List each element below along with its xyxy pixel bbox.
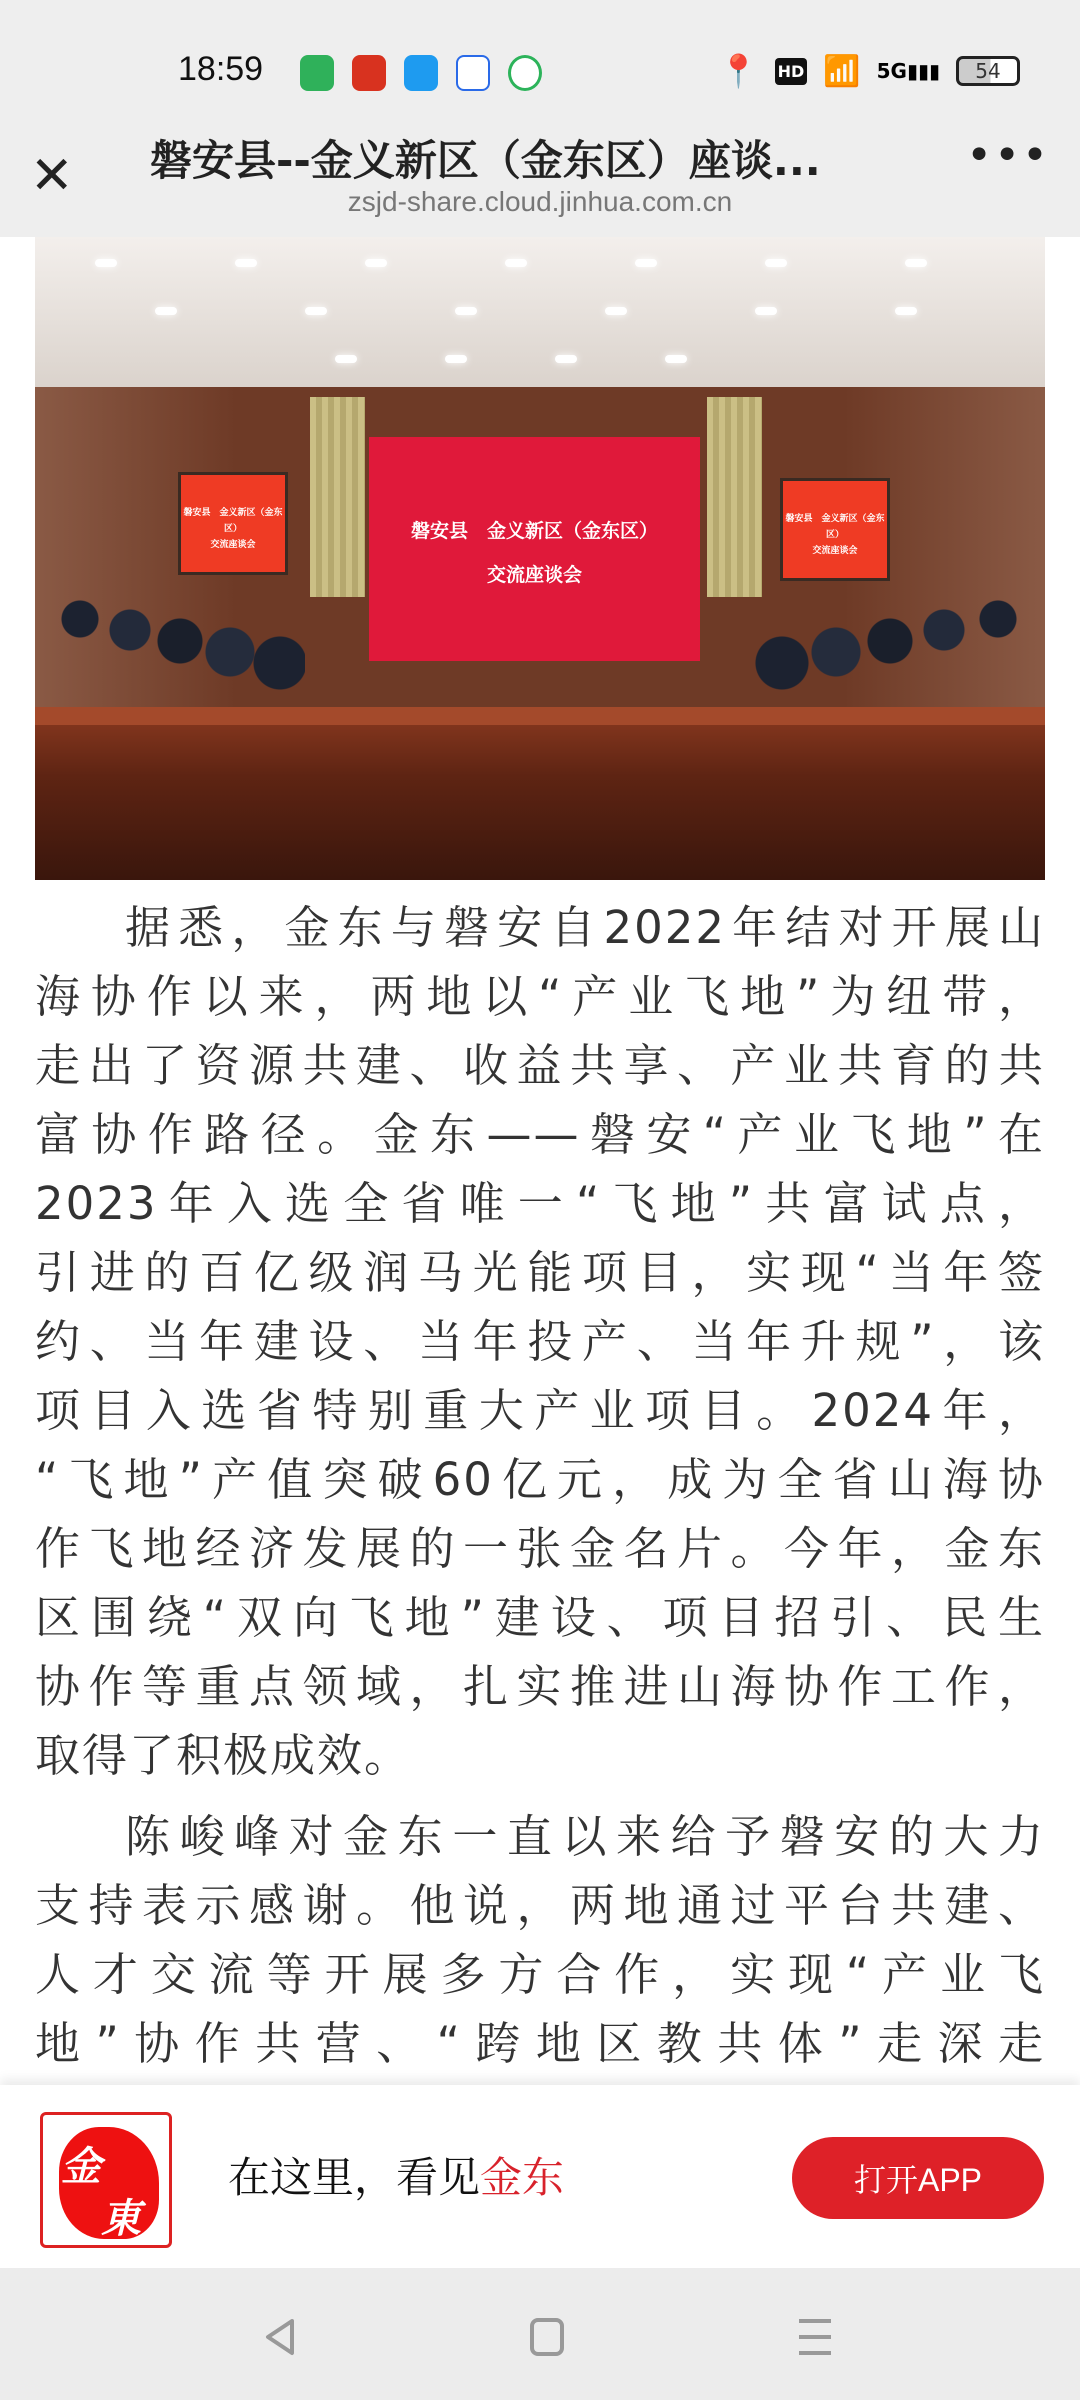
- text-line: 2023年入选全省唯一“飞地”共富试点，: [35, 1177, 1045, 1230]
- text-line: 海协作以来，两地以“产业飞地”为纽带，: [35, 970, 1045, 1023]
- text-line: 陈峻峰对金东一直以来给予磐安的大力: [125, 1810, 1045, 1863]
- wifi-icon: 📶: [823, 53, 861, 89]
- service-app-icon: [456, 55, 490, 91]
- battery-icon: [956, 56, 1020, 86]
- right-screen: 磐安县 金义新区（金东区） 交流座谈会: [780, 478, 890, 581]
- text-line: 协作等重点领域，扎实推进山海协作工作，: [35, 1660, 1045, 1713]
- hd-icon: HD: [775, 58, 808, 85]
- open-app-banner: [0, 2085, 1080, 2268]
- system-nav-bar: [0, 2268, 1080, 2400]
- text-line: 项目入选省特别重大产业项目。2024年，: [35, 1384, 1045, 1437]
- text-line: “飞地”产值突破60亿元，成为全省山海协: [35, 1453, 1045, 1506]
- paragraph-2: [35, 1802, 1045, 2078]
- network-type: 5G: [876, 59, 907, 83]
- attendees-left: [55, 597, 305, 707]
- text-line: 作飞地经济发展的一张金名片。今年，金东: [35, 1522, 1045, 1575]
- app-slogan: 在这里，看见金东: [228, 2153, 565, 2202]
- green-app-icon: [508, 55, 542, 91]
- text-line: 走出了资源共建、收益共享、产业共育的共: [35, 1039, 1045, 1092]
- text-line: 据悉，金东与磐安自2022年结对开展山: [125, 901, 1045, 954]
- open-app-button[interactable]: 打开APP: [792, 2137, 1044, 2219]
- battery-level: 54: [975, 59, 1001, 83]
- article-photo: [35, 237, 1045, 880]
- attendees-right: [755, 597, 1025, 707]
- paragraph-1: [35, 893, 1045, 1790]
- status-bar: [0, 0, 1080, 110]
- text-line: 取得了积极成效。: [35, 1729, 412, 1782]
- security-app-icon: [300, 55, 334, 91]
- jindong-logo: 金 東: [40, 2112, 172, 2248]
- page-title: 磐安县--金义新区（金东区）座谈...: [150, 136, 821, 185]
- location-icon: 📍: [718, 52, 759, 90]
- text-line: 富协作路径。金东——磐安“产业飞地”在: [35, 1108, 1045, 1161]
- home-icon[interactable]: [522, 2312, 572, 2362]
- article-body: [35, 893, 1045, 2078]
- close-icon[interactable]: ✕: [30, 146, 74, 206]
- left-screen: 磐安县 金义新区（金东区） 交流座谈会: [178, 472, 288, 575]
- menu-icon[interactable]: [790, 2312, 840, 2362]
- page-url: zsjd-share.cloud.jinhua.com.cn: [347, 186, 733, 217]
- text-line: 引进的百亿级润马光能项目，实现“当年签: [35, 1246, 1045, 1299]
- text-line: 区围绕“双向飞地”建设、项目招引、民生: [35, 1591, 1045, 1644]
- food-app-icon: [352, 55, 386, 91]
- back-icon[interactable]: [255, 2312, 305, 2362]
- conference-table: [35, 707, 1045, 880]
- text-line: 人才交流等开展多方合作，实现“产业飞: [35, 1948, 1045, 2001]
- camera-app-icon: [404, 55, 438, 91]
- ceiling: [35, 237, 1045, 397]
- text-line: 约、当年建设、当年投产、当年升规”，该: [35, 1315, 1045, 1368]
- text-line: 地”协作共营、“跨地区教共体”走深走: [35, 2017, 1045, 2070]
- meeting-banner: 磐安县 金义新区（金东区） 交流座谈会: [369, 437, 700, 661]
- more-options-icon[interactable]: •••: [966, 130, 1050, 181]
- text-line: 支持表示感谢。他说，两地通过平台共建、: [35, 1879, 1045, 1932]
- status-time: 18:59: [178, 50, 264, 88]
- browser-header: [0, 110, 1080, 237]
- signal-icon: 5G▮▮▮: [876, 59, 940, 83]
